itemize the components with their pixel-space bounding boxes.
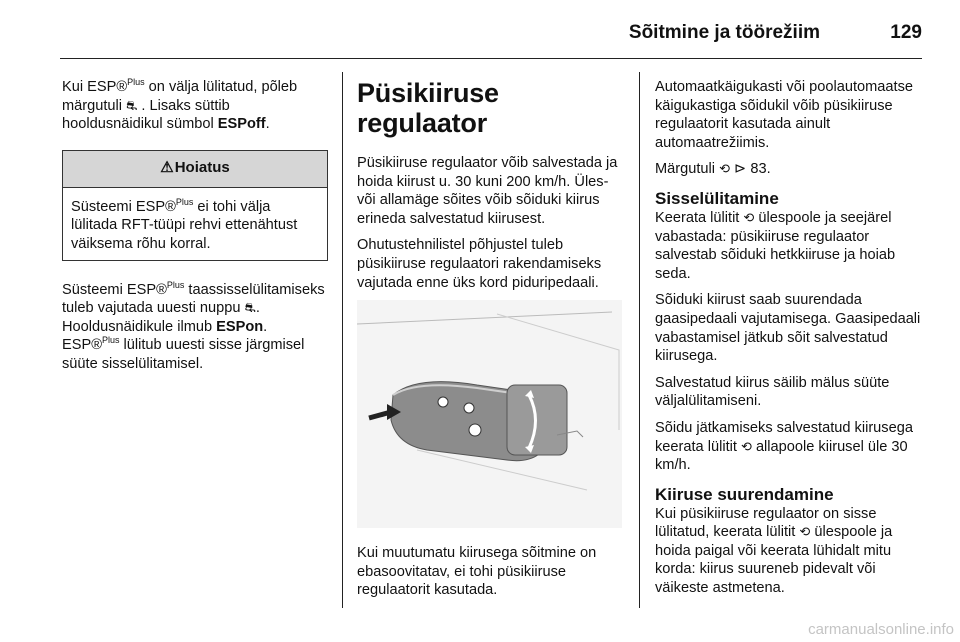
espon-label: ESPon [216,318,264,335]
espoff-label: ESPoff [217,116,266,133]
section-title: Sõitmine ja töörežiim [628,22,820,43]
page-number: 129 [890,22,922,43]
increase-speed-paragraph: Kui püsikiiruse regulaator on sisse lülitatud, keerata lülitit ⟲ ülespoole ja hoida paigal või keerata lühidalt mitu korda: kiirus suureneb pidevalt või väikeste astmetena. [655,505,893,597]
warning-text: Süsteemi ESP®$^{Plus}$ ei tohi välja lülitada RFT-tüüpi rehvi ettenähtust väiksema rõhu korral. [71,196,298,252]
warning-box [62,150,328,261]
increase-speed-heading: Kiiruse suurendamine [655,484,834,504]
esp-off-paragraph: Kui ESP®$^{Plus}$ on välja lülitatud, põleb märgutuli ⛐ . Lisaks süttib hooldusnäidikul sümbol ESPoff. [62,77,298,133]
cruise-control-icon: ⟲ [799,524,811,540]
warning-title: Hoiatus [174,159,230,177]
esp-icon: ⛐ [244,300,256,316]
cruise-control-heading: Püsikiiruse regulaator [357,78,499,138]
brake-paragraph: Ohutustehnilistel põhjustel tuleb püsikiiruse regulaatori rakendamiseks vajutada enne üks kord piduripedaali. [357,237,602,291]
header-rule [60,58,922,59]
cruise-lever-illustration [357,300,622,528]
column-divider [639,72,640,608]
activation-heading: Sisselülitamine [655,188,779,208]
warning-header [63,151,327,188]
column-3 [655,78,925,606]
esp-icon: ⛐ [126,97,138,113]
column-2 [357,78,622,608]
column-divider [342,72,343,608]
resume-paragraph: Sõidu jätkamiseks salvestatud kiirusega keerata lülitit ⟲ allapoole kiirusel üle 30 km/h. [655,419,913,474]
esp-on-paragraph: Süsteemi ESP®$^{Plus}$ taassisselülitamiseks tuleb vajutada uuesti nuppu ⛐. Hooldusnäidikule ilmub ESPon. ESP®$^{Plus}$ lülitub uuesti sisse järgmisel süüte sisselülitamisel. [62,279,325,372]
figure-caption: Kui muutumatu kiirusega sõitmine on ebasoovitatav, ei tohi püsikiiruse regulaatorit kasutada. [357,545,597,599]
accelerate-paragraph: Sõiduki kiirust saab suurendada gaasipedaali vajutamisega. Gaasipedaali vabastamisel jätkub sõit salvestatud kiirusega. [655,292,921,365]
page-header [0,0,960,60]
watermark: carmanualsonline.info [808,621,954,638]
page-ref-arrow-icon: ⊳ [729,161,747,178]
automatic-gearbox-paragraph: Automaatkäigukasti või poolautomaatse käigukastiga sõidukil võib püsikiiruse regulaatorit kasutada ainult automaatrežiimis. [655,79,913,151]
memory-paragraph: Salvestatud kiirus säilib mälus süüte väljalülitamiseni. [655,374,890,410]
warning-triangle-icon: ⚠ [160,159,174,177]
indicator-reference: Märgutuli ⟲ ⊳ 83. [655,161,771,178]
intro-paragraph: Püsikiiruse regulaator võib salvestada ja hoida kiirust u. 30 kuni 200 km/h. Üles- või allamäge sõites võib sõiduki kiirus erineda salvestatud kiirusest. [357,155,618,227]
column-1 [62,78,328,382]
cruise-control-icon: ⟲ [719,161,730,177]
cruise-control-icon: ⟲ [743,209,755,225]
lever-drawing [357,300,622,528]
activation-paragraph: Keerata lülitit ⟲ ülespoole ja seejärel vabastada: püsikiiruse regulaator salvestab sõiduki hetkkiiruse ja hoiab seda. [655,209,896,282]
cruise-control-icon: ⟲ [740,438,752,454]
